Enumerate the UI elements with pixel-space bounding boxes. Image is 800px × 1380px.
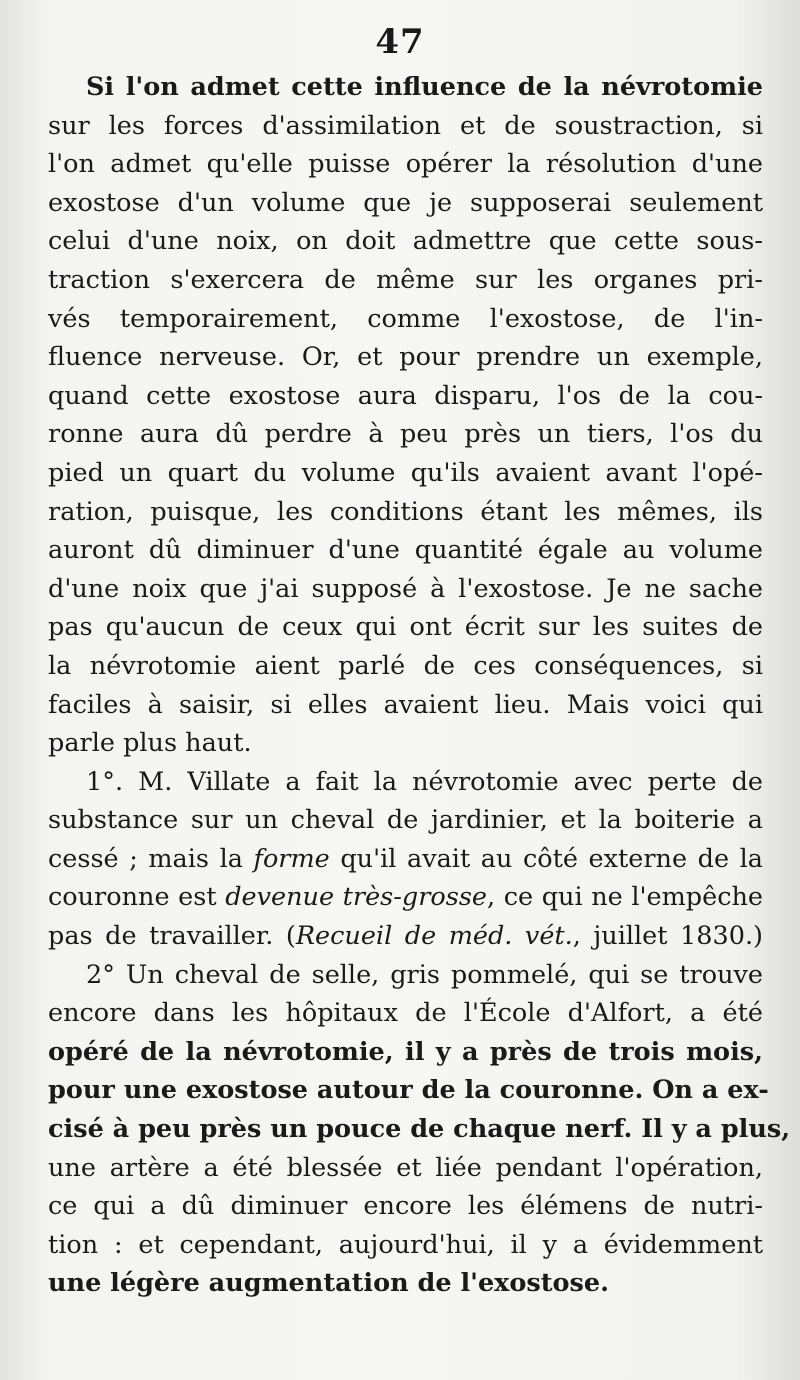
- text-line: parle plus haut.: [48, 728, 252, 759]
- text-line: quand cette exostose aura disparu, l'os de la cou-: [48, 380, 763, 411]
- text-line: l'on admet qu'elle puisse opérer la résolution d'une: [48, 149, 763, 180]
- text-segment: qu'il avait au côté externe de la: [329, 843, 763, 874]
- page-number: 47: [375, 22, 425, 62]
- text-line: ronne aura dû perdre à peu près un tiers, l'os du: [48, 419, 763, 450]
- text-line: une légère augmentation de l'exostose.: [48, 1268, 609, 1299]
- text-line: sur les forces d'assimilation et de soustraction, si: [48, 110, 763, 141]
- text-segment: couronne est: [48, 882, 226, 913]
- text-line: auront dû diminuer d'une quantité égale au volume: [48, 535, 763, 566]
- text-line: opéré de la névrotomie, il y a près de trois mois,: [48, 1036, 763, 1067]
- text-line: tion : et cependant, aujourd'hui, il y a évidemment: [48, 1229, 763, 1260]
- text-line: exostose d'un volume que je supposerai seulement: [48, 187, 763, 218]
- text-line: la névrotomie aient parlé de ces conséquences, si: [48, 650, 763, 681]
- text-segment: , juillet 1830.): [572, 921, 763, 952]
- text-line: Si l'on admet cette influence de la névrotomie: [86, 72, 763, 102]
- text-line: encore dans les hôpitaux de l'École d'Alfort, a été: [48, 998, 763, 1029]
- text-line: cisé à peu près un pouce de chaque nerf. Il y a plus,: [48, 1114, 791, 1145]
- text-line: substance sur un cheval de jardinier, et la boiterie a: [48, 805, 763, 836]
- text-line: traction s'exercera de même sur les organes pri-: [48, 264, 763, 295]
- italic-text: Recueil de méd. vét.: [295, 921, 573, 952]
- text-line: une artère a été blessée et liée pendant l'opération,: [48, 1152, 763, 1183]
- text-line: celui d'une noix, on doit admettre que cette sous-: [48, 226, 763, 257]
- page-body-text: [48, 68, 791, 1303]
- text-line: [48, 878, 763, 917]
- text-segment: pas de travailler. (: [48, 921, 296, 952]
- text-line: pas qu'aucun de ceux qui ont écrit sur les suites de: [48, 612, 763, 643]
- text-line: [48, 840, 763, 879]
- text-line: d'une noix que j'ai supposé à l'exostose. Je ne sache: [48, 573, 763, 604]
- text-line: [48, 917, 763, 956]
- text-line: ration, puisque, les conditions étant les mêmes, ils: [48, 496, 763, 527]
- italic-text: forme: [253, 843, 330, 874]
- text-line: pour une exostose autour de la couronne. On a ex-: [48, 1075, 769, 1106]
- text-line: 2° Un cheval de selle, gris pommelé, qui se trouve: [86, 959, 763, 990]
- text-line: faciles à saisir, si elles avaient lieu. Mais voici qui: [48, 689, 763, 720]
- text-line: vés temporairement, comme l'exostose, de l'in-: [48, 303, 763, 334]
- text-line: ce qui a dû diminuer encore les élémens de nutri-: [48, 1191, 763, 1222]
- text-line: pied un quart du volume qu'ils avaient avant l'opé-: [48, 457, 763, 488]
- text-segment: , ce qui ne l'empêche: [487, 882, 763, 913]
- italic-text: devenue très-grosse: [225, 882, 488, 913]
- text-segment: cessé ; mais la: [48, 843, 254, 874]
- text-line: fluence nerveuse. Or, et pour prendre un exemple,: [48, 342, 763, 373]
- text-line: 1°. M. Villate a fait la névrotomie avec perte de: [86, 766, 763, 797]
